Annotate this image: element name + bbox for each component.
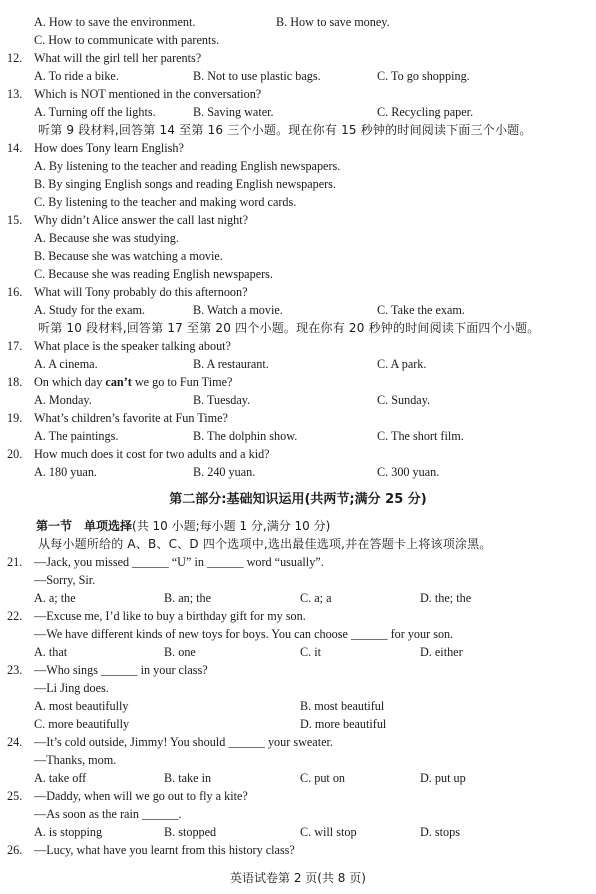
dialogue-line-2: —Sorry, Sir. — [34, 573, 96, 587]
q25-options — [0, 823, 596, 841]
instruction-text: 听第 10 段材料,回答第 17 至第 20 四个小题。现在你有 20 秒钟的时间阅读下面四个小题。 — [38, 321, 540, 335]
question-number: 12. — [7, 51, 23, 65]
q11-option-b: B. How to save money. — [276, 15, 390, 29]
option-b: B. Not to use plastic bags. — [193, 69, 321, 83]
dialogue-line-2: —Li Jing does. — [34, 681, 109, 695]
question-21 — [0, 553, 596, 571]
question-text: What will Tony probably do this afternoon? — [34, 285, 248, 299]
section-title — [36, 517, 330, 535]
page-footer — [0, 869, 596, 887]
question-13 — [0, 85, 596, 103]
dialogue-line-1: —Jack, you missed ______ “U” in ______ word “usually”. — [34, 555, 324, 569]
option-b: B. By singing English songs and reading English newspapers. — [34, 177, 336, 191]
option-d: D. put up — [420, 771, 466, 785]
instruction-text: 听第 9 段材料,回答第 14 至第 16 三个小题。现在你有 15 秒钟的时间阅读下面三个小题。 — [38, 123, 532, 137]
q16-options — [0, 301, 596, 319]
q18-options — [0, 391, 596, 409]
dialogue-line-1: —Who sings ______ in your class? — [34, 663, 208, 677]
q11-options-row — [0, 13, 596, 31]
page-number: 英语试卷第 2 页(共 8 页) — [230, 871, 366, 885]
option-b: B. most beautiful — [300, 699, 385, 713]
question-number: 14. — [7, 141, 23, 155]
question-number: 16. — [7, 285, 23, 299]
option-b: B. stopped — [164, 825, 217, 839]
option-c: C. A park. — [377, 357, 427, 371]
question-17 — [0, 337, 596, 355]
part2-heading — [0, 491, 596, 509]
option-a: A. To ride a bike. — [34, 69, 119, 83]
q20-options — [0, 463, 596, 481]
option-b: B. Because she was watching a movie. — [34, 249, 223, 263]
option-a: A. take off — [34, 771, 87, 785]
option-a: A. A cinema. — [34, 357, 98, 371]
q15-option-c-row — [0, 265, 596, 283]
question-number: 18. — [7, 375, 23, 389]
question-number: 20. — [7, 447, 23, 461]
question-number: 24. — [7, 735, 23, 749]
option-a: A. most beautifully — [34, 699, 129, 713]
q19-options — [0, 427, 596, 445]
question-number: 25. — [7, 789, 23, 803]
question-text: How much does it cost for two adults and a kid? — [34, 447, 270, 461]
option-a: A. The paintings. — [34, 429, 119, 443]
option-a: A. Because she was studying. — [34, 231, 179, 245]
option-d: D. either — [420, 645, 463, 659]
emphasis-word: can’t — [105, 375, 132, 389]
option-b: B. 240 yuan. — [193, 465, 256, 479]
option-b: B. Tuesday. — [193, 393, 251, 407]
question-text: How does Tony learn English? — [34, 141, 184, 155]
question-number: 23. — [7, 663, 23, 677]
question-19 — [0, 409, 596, 427]
q23-options-cd — [0, 715, 596, 733]
dialogue-line-2: —Thanks, mom. — [34, 753, 117, 767]
question-number: 13. — [7, 87, 23, 101]
option-a: A. Study for the exam. — [34, 303, 146, 317]
question-26 — [0, 841, 596, 859]
section-title-bold: 第一节 单项选择 — [36, 519, 133, 533]
q23-line2-row — [0, 679, 596, 697]
q23-options-ab — [0, 697, 596, 715]
option-b: B. The dolphin show. — [193, 429, 298, 443]
question-number: 21. — [7, 555, 23, 569]
option-b: B. one — [164, 645, 196, 659]
dialogue-line-1: —Lucy, what have you learnt from this history class? — [34, 843, 295, 857]
question-25 — [0, 787, 596, 805]
option-a: A. Turning off the lights. — [34, 105, 156, 119]
option-c: C. Sunday. — [377, 393, 431, 407]
option-c: C. Because she was reading English newspapers. — [34, 267, 273, 281]
question-16 — [0, 283, 596, 301]
listening-instruction-10 — [0, 319, 596, 337]
question-number: 19. — [7, 411, 23, 425]
q24-line2-row — [0, 751, 596, 769]
option-c: C. will stop — [300, 825, 357, 839]
option-c: C. put on — [300, 771, 346, 785]
question-text: What will the girl tell her parents? — [34, 51, 202, 65]
q11-option-c: C. How to communicate with parents. — [34, 33, 220, 47]
section1-heading — [0, 517, 596, 535]
question-18 — [0, 373, 596, 391]
question-number: 26. — [7, 843, 23, 857]
option-c: C. 300 yuan. — [377, 465, 440, 479]
dialogue-line-1: —Daddy, when will we go out to fly a kite? — [34, 789, 248, 803]
q25-line2-row — [0, 805, 596, 823]
option-a: A. Monday. — [34, 393, 92, 407]
q22-line2-row — [0, 625, 596, 643]
option-a: A. 180 yuan. — [34, 465, 97, 479]
question-12 — [0, 49, 596, 67]
question-text — [34, 373, 232, 391]
q22-options — [0, 643, 596, 661]
q13-options — [0, 103, 596, 121]
option-b: B. A restaurant. — [193, 357, 269, 371]
q11-option-c-row — [0, 31, 596, 49]
q15-option-a-row — [0, 229, 596, 247]
option-c: C. it — [300, 645, 321, 659]
question-number: 17. — [7, 339, 23, 353]
question-text: What place is the speaker talking about? — [34, 339, 231, 353]
question-number: 15. — [7, 213, 23, 227]
question-text: Which is NOT mentioned in the conversation? — [34, 87, 262, 101]
option-b: B. Saving water. — [193, 105, 274, 119]
q21-options — [0, 589, 596, 607]
question-22 — [0, 607, 596, 625]
section-title-rest: (共 10 小题;每小题 1 分,满分 10 分) — [132, 519, 331, 533]
q14-option-a-row — [0, 157, 596, 175]
option-c: C. a; a — [300, 591, 332, 605]
question-23 — [0, 661, 596, 679]
question-number: 22. — [7, 609, 23, 623]
q17-options — [0, 355, 596, 373]
option-c: C. By listening to the teacher and making word cards. — [34, 195, 297, 209]
dialogue-line-2: —We have different kinds of new toys for boys. You can choose ______ for your son. — [34, 627, 454, 641]
option-a: A. a; the — [34, 591, 76, 605]
question-text-post: we go to Fun Time? — [131, 375, 233, 389]
option-c: C. To go shopping. — [377, 69, 470, 83]
part-title: 第二部分:基础知识运用(共两节;满分 25 分) — [169, 492, 427, 507]
question-text-pre: On which day — [34, 375, 106, 389]
option-a: A. is stopping — [34, 825, 103, 839]
option-d: D. the; the — [420, 591, 472, 605]
option-a: A. By listening to the teacher and reading English newspapers. — [34, 159, 341, 173]
dialogue-line-1: —It’s cold outside, Jimmy! You should ______ your sweater. — [34, 735, 333, 749]
question-24 — [0, 733, 596, 751]
option-c: C. Recycling paper. — [377, 105, 474, 119]
option-a: A. that — [34, 645, 68, 659]
question-text: Why didn’t Alice answer the call last night? — [34, 213, 249, 227]
q21-line2-row — [0, 571, 596, 589]
question-14 — [0, 139, 596, 157]
q24-options — [0, 769, 596, 787]
option-b: B. Watch a movie. — [193, 303, 283, 317]
question-20 — [0, 445, 596, 463]
question-text: What’s children’s favorite at Fun Time? — [34, 411, 228, 425]
section1-instruction — [0, 535, 596, 553]
q15-option-b-row — [0, 247, 596, 265]
option-c: C. The short film. — [377, 429, 464, 443]
listening-instruction-9 — [0, 121, 596, 139]
option-c: C. more beautifully — [34, 717, 130, 731]
q11-option-a: A. How to save the environment. — [34, 15, 196, 29]
instruction-text: 从每小题所给的 A、B、C、D 四个选项中,选出最佳选项,并在答题卡上将该项涂黑。 — [38, 537, 492, 551]
q14-option-b-row — [0, 175, 596, 193]
option-d: D. more beautiful — [300, 717, 387, 731]
option-b: B. take in — [164, 771, 212, 785]
q12-options — [0, 67, 596, 85]
question-15 — [0, 211, 596, 229]
option-d: D. stops — [420, 825, 460, 839]
q14-option-c-row — [0, 193, 596, 211]
option-b: B. an; the — [164, 591, 212, 605]
dialogue-line-2: —As soon as the rain ______. — [34, 807, 182, 821]
option-c: C. Take the exam. — [377, 303, 465, 317]
dialogue-line-1: —Excuse me, I’d like to buy a birthday gift for my son. — [34, 609, 306, 623]
